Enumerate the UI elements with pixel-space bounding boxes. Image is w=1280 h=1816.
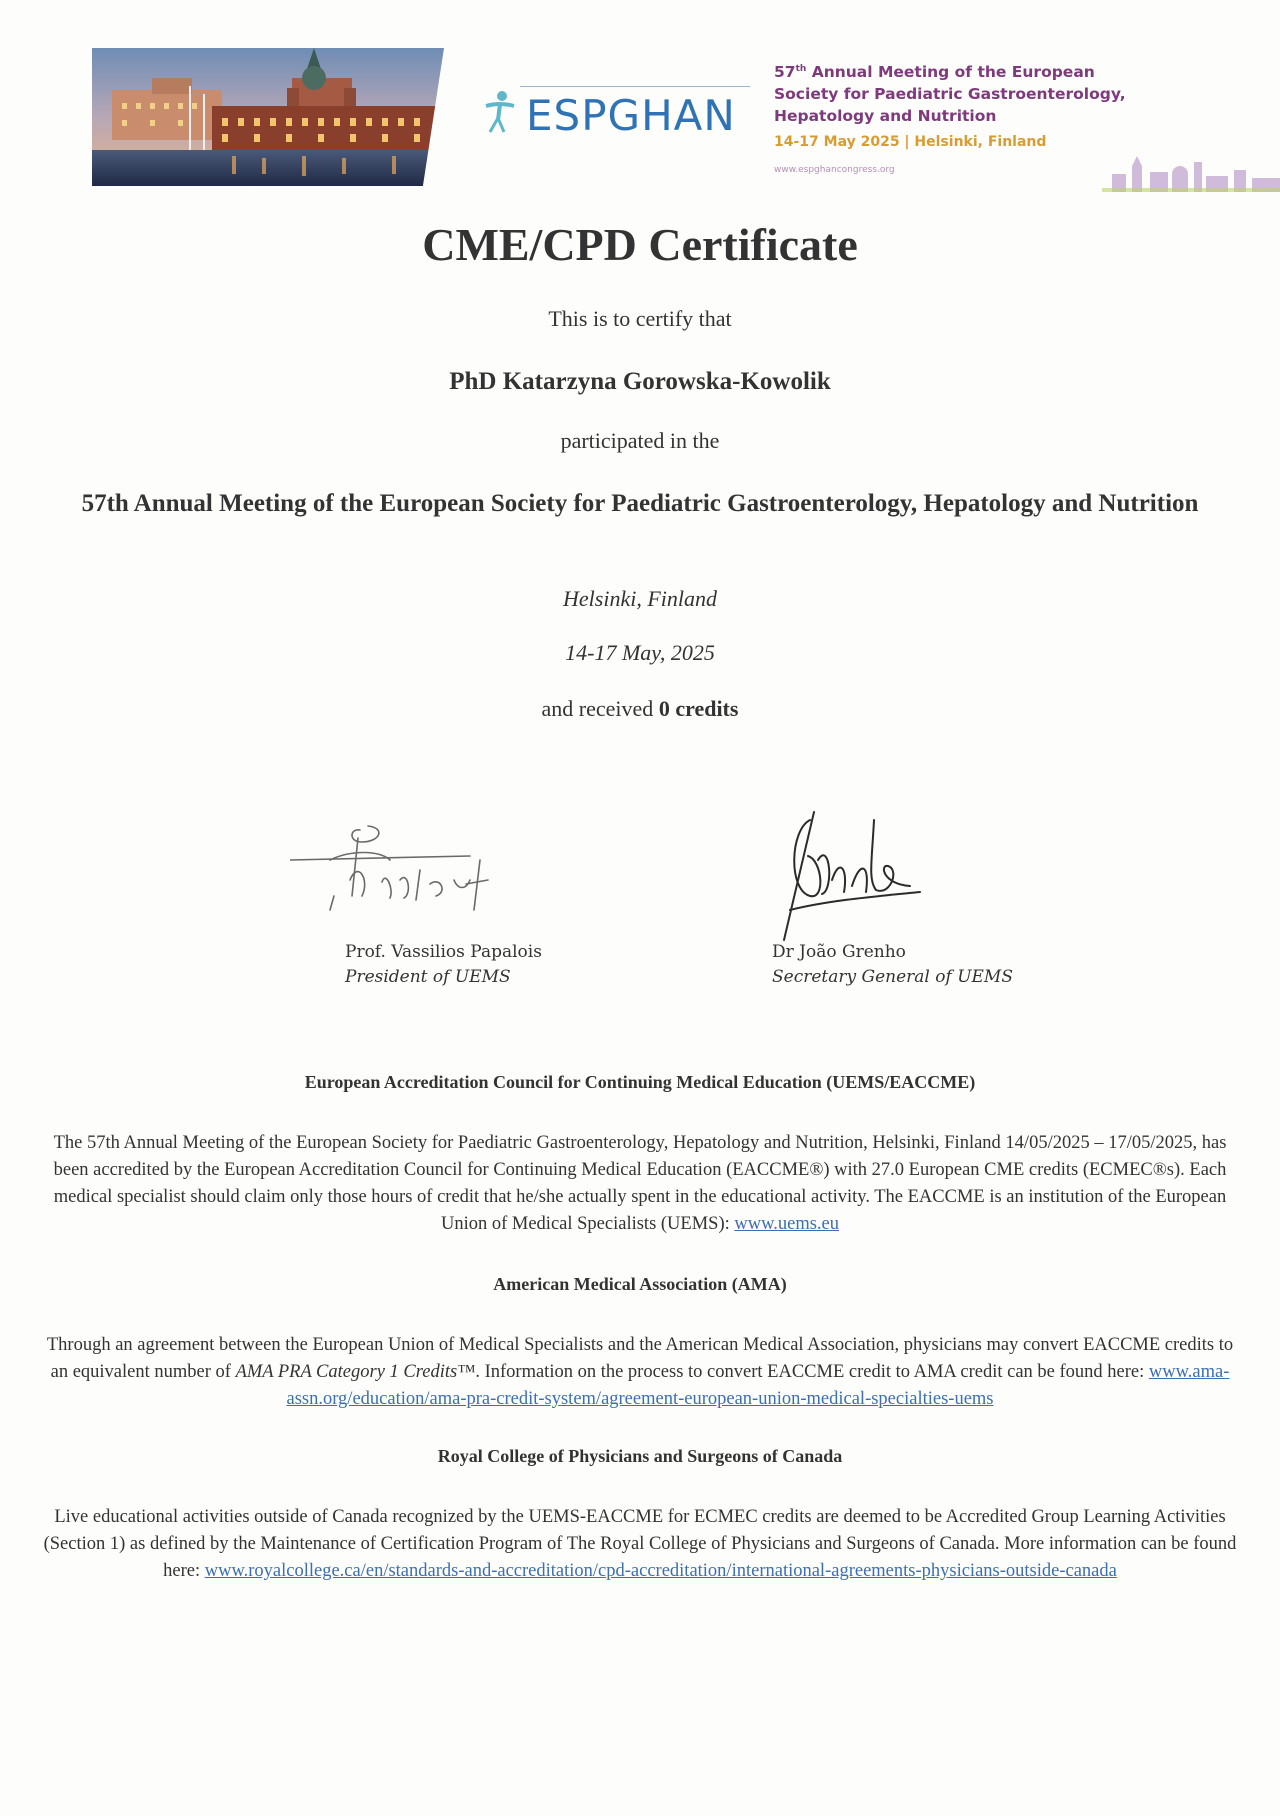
left-signatory-name: Prof. Vassilios Papalois: [345, 942, 542, 962]
eaccme-paragraph: [40, 1130, 1240, 1238]
meeting-dates: 14-17 May 2025 | Helsinki, Finland: [774, 134, 1047, 151]
ama-credits-term: AMA PRA Category 1 Credits™: [235, 1362, 476, 1382]
event-dates: 14-17 May, 2025: [565, 640, 715, 665]
event-location: Helsinki, Finland: [563, 586, 717, 611]
rcpsc-paragraph: [40, 1504, 1240, 1585]
participated-text: participated in the: [560, 428, 720, 453]
header-banner: [92, 44, 1202, 189]
right-signatory-name: Dr João Grenho: [772, 942, 906, 962]
credits-prefix: and received: [541, 696, 659, 721]
certify-text: This is to certify that: [548, 306, 732, 331]
ama-text-2: . Information on the process to convert EACCME credit to AMA credit can be found here:: [475, 1362, 1149, 1382]
ama-link[interactable]: www.ama-assn.org/education/ama-pra-credit-system/agreement-european-union-medical-specialties-uems: [286, 1362, 1230, 1409]
skyline-graphic: [1102, 152, 1280, 197]
grenho-signature: [770, 800, 930, 955]
right-signatory: [772, 940, 1013, 990]
left-signatory: [345, 940, 542, 990]
meeting-line-3: Hepatology and Nutrition: [774, 107, 997, 126]
meeting-line-1: 57th Annual Meeting of the European: [774, 63, 1095, 82]
espghan-logo: [480, 86, 750, 144]
recipient-name: PhD Katarzyna Gorowska-Kowolik: [449, 368, 831, 395]
credits-line: [0, 696, 1280, 722]
ama-text-1: Through an agreement between the European Union of Medical Specialists and the American Medical Association, physicians may convert EACCME credits to an equivalent number of: [46, 1335, 1234, 1382]
meeting-url: www.espghancongress.org: [774, 165, 895, 176]
rcpsc-heading: Royal College of Physicians and Surgeons of Canada: [437, 1446, 843, 1466]
child-figure-icon: [480, 88, 520, 143]
right-signatory-role: Secretary General of UEMS: [772, 967, 1013, 987]
royalcollege-link[interactable]: www.royalcollege.ca/en/standards-and-accreditation/cpd-accreditation/international-agreements-physicians-outside-canada: [204, 1561, 1117, 1581]
rcpsc-text: Live educational activities outside of Canada recognized by the UEMS-EACCME for ECMEC credits are deemed to be Accredited Group Learning Activities (Section 1) as defined by the Maintenance of Certification Program of The Royal College of Physicians and Surgeons of Canada. More information can be found here:: [43, 1507, 1237, 1581]
logo-rule: [520, 86, 750, 87]
ama-paragraph: [40, 1332, 1240, 1413]
eaccme-text: The 57th Annual Meeting of the European Society for Paediatric Gastroenterology, Hepatology and Nutrition, Helsinki, Finland 14/05/2025 – 17/05/2025, has been accredited by the European Accreditation Council for Continuing Medical Education (EACCME®) with 27.0 European CME credits (ECMEC®s). Each medical specialist should claim only those hours of credit that he/she actually spent in the educational activity. The EACCME is an institution of the European Union of Medical Specialists (UEMS):: [53, 1133, 1227, 1234]
ama-heading: American Medical Association (AMA): [493, 1274, 787, 1294]
event-name: 57th Annual Meeting of the European Society for Paediatric Gastroenterology, Hepatology and Nutrition: [81, 490, 1199, 517]
meeting-line-2: Society for Paediatric Gastroenterology,: [774, 85, 1126, 104]
eaccme-heading: European Accreditation Council for Continuing Medical Education (UEMS/EACCME): [304, 1072, 976, 1092]
logo-text: ESPGHAN: [526, 90, 736, 140]
left-signatory-role: President of UEMS: [345, 967, 511, 987]
helsinki-harbour-photo: [92, 48, 444, 186]
certificate-title: CME/CPD Certificate: [422, 219, 858, 270]
uems-link[interactable]: www.uems.eu: [734, 1214, 840, 1234]
papalois-signature: [290, 820, 560, 945]
credits-value: 0 credits: [658, 696, 739, 721]
